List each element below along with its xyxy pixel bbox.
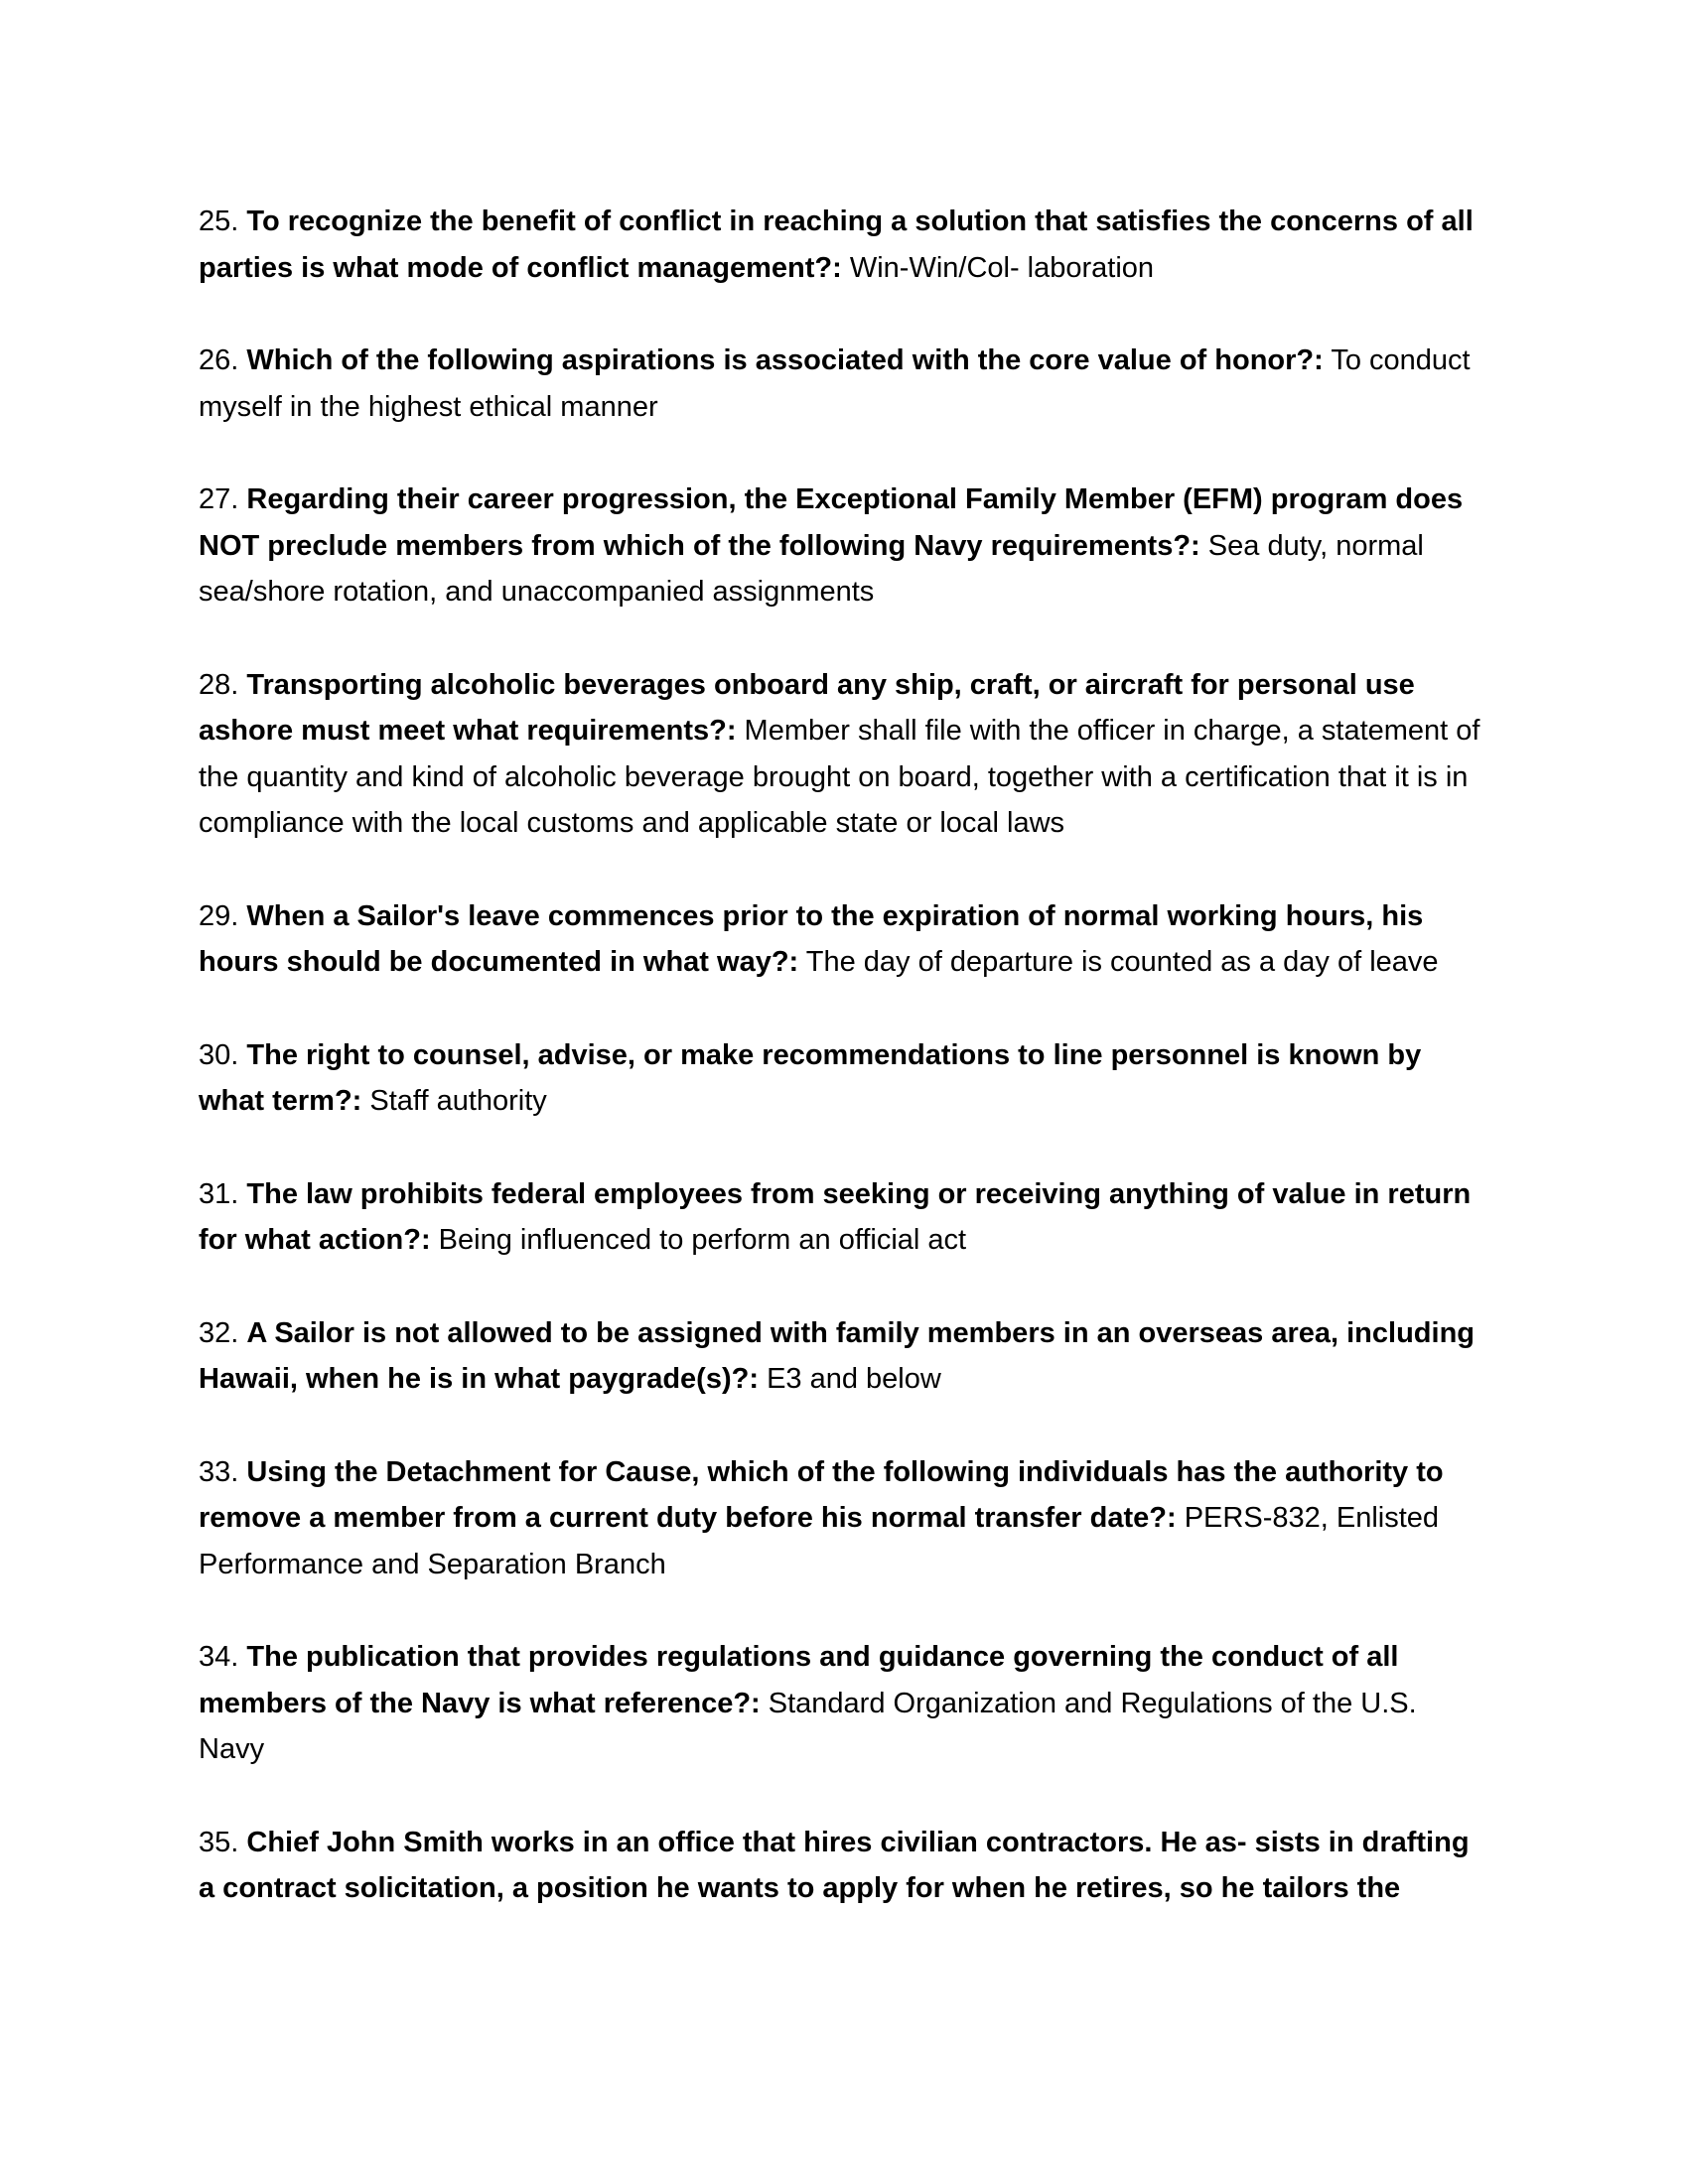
qa-item-27 [199, 477, 1489, 615]
question-text: Chief John Smith works in an office that hires civilian contractors. He as- sists in drafting a contract solicitation, a position he wants to apply for when he retires, so he tailors the [199, 1826, 1470, 1904]
question-number: 35. [199, 1826, 239, 1858]
question-answer-list [199, 199, 1489, 1959]
answer-text: The day of departure is counted as a day of leave [805, 946, 1439, 978]
question-number: 28. [199, 668, 239, 701]
qa-item-25 [199, 199, 1489, 291]
question-text: Which of the following aspirations is associated with the core value of honor?: [246, 344, 1324, 376]
answer-text: To conduct myself in the highest ethical manner [199, 344, 1471, 423]
question-text: Transporting alcoholic beverages onboard any ship, craft, or aircraft for personal use ashore must meet what requirements?: [199, 668, 1415, 747]
question-text: The law prohibits federal employees from seeking or receiving anything of value in return for what action?: [199, 1177, 1472, 1256]
question-number: 34. [199, 1641, 239, 1673]
question-text: A Sailor is not allowed to be assigned with family members in an overseas area, including Hawaii, when he is in what paygrade(s)?: [199, 1316, 1475, 1395]
answer-text: Staff authority [369, 1085, 547, 1117]
qa-item-28 [199, 662, 1489, 847]
question-text: The right to counsel, advise, or make recommendations to line personnel is known by what term?: [199, 1038, 1422, 1117]
question-text: Regarding their career progression, the Exceptional Family Member (EFM) program does NOT preclude members from which of the following Navy requirements?: [199, 483, 1464, 562]
qa-item-26 [199, 338, 1489, 430]
question-number: 30. [199, 1038, 239, 1071]
question-number: 31. [199, 1177, 239, 1210]
answer-text: Sea duty, normal sea/shore rotation, and unaccompanied assignments [199, 529, 1424, 608]
answer-text: Win-Win/Col- laboration [849, 251, 1155, 284]
qa-item-34 [199, 1634, 1489, 1773]
question-text: When a Sailor's leave commences prior to the expiration of normal working hours, his hours should be documented in what way?: [199, 899, 1424, 978]
question-number: 26. [199, 344, 239, 376]
question-number: 27. [199, 483, 239, 515]
answer-text: Member shall file with the officer in charge, a statement of the quantity and kind of alcoholic beverage brought on board, together with a certification that it is in compliance with the local customs and applicable state or local laws [199, 715, 1480, 839]
answer-text: Being influenced to perform an official act [438, 1224, 967, 1256]
qa-item-31 [199, 1171, 1489, 1264]
qa-item-32 [199, 1310, 1489, 1403]
question-text: The publication that provides regulations and guidance governing the conduct of all members of the Navy is what reference?: [199, 1641, 1399, 1719]
answer-text: Standard Organization and Regulations of the U.S. Navy [199, 1687, 1417, 1765]
question-number: 29. [199, 899, 239, 932]
answer-text: PERS-832, Enlisted Performance and Separation Branch [199, 1502, 1440, 1580]
question-text: To recognize the benefit of conflict in reaching a solution that satisfies the concerns of all parties is what mode of conflict management?: [199, 205, 1474, 284]
qa-item-30 [199, 1032, 1489, 1125]
question-number: 32. [199, 1316, 239, 1349]
answer-text: E3 and below [767, 1363, 941, 1395]
qa-item-33 [199, 1449, 1489, 1588]
qa-item-35 [199, 1820, 1489, 1912]
qa-item-29 [199, 893, 1489, 986]
question-text: Using the Detachment for Cause, which of the following individuals has the authority to remove a member from a current duty before his normal transfer date?: [199, 1455, 1444, 1534]
question-number: 33. [199, 1455, 239, 1488]
question-number: 25. [199, 205, 239, 237]
